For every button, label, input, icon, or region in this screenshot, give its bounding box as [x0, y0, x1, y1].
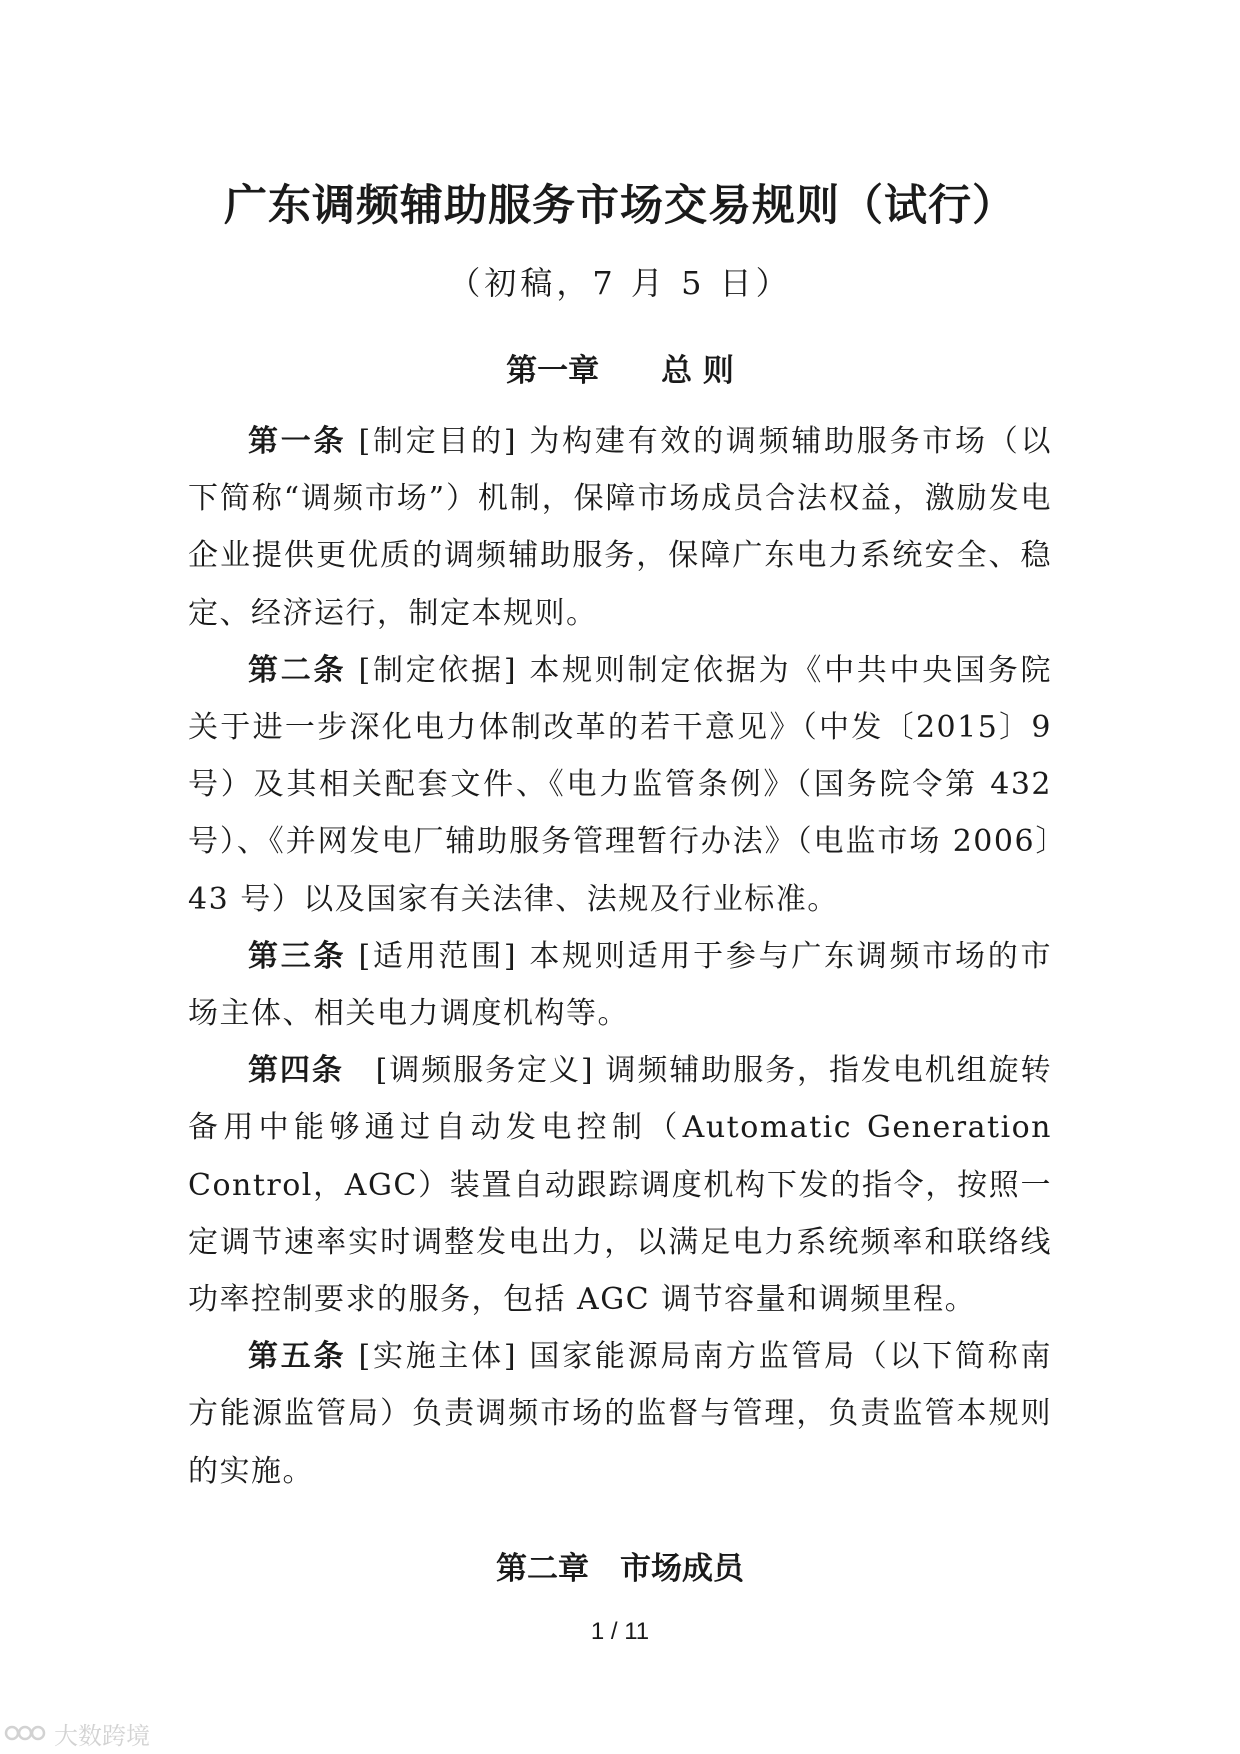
- article-5: [188, 1328, 1052, 1500]
- watermark-text: 大数跨境: [54, 1721, 150, 1750]
- article-heading: 第二条: [248, 652, 347, 688]
- watermark: [4, 1716, 150, 1750]
- article-text: [调频服务定义] 调频辅助服务，指发电机组旋转备用中能够通过自动发电控制（Automatic Generation Control，AGC）装置自动跟踪调度机构下发的指令，按照一定调节速率实时调整发电出力，以满足电力系统频率和联络线功率控制要求的服务，包括 AGC 调节容量和调频里程。: [188, 1053, 1052, 1318]
- article-text: [制定依据] 本规则制定依据为《中共中央国务院关于进一步深化电力体制改革的若干意见》（中发〔2015〕9 号）及其相关配套文件、《电力监管条例》（国务院令第 432 号）、《并网发电厂辅助服务管理暂行办法》（电监市场 2006〕43 号）以及国家有关法律、法规及行业标准。: [188, 652, 1053, 917]
- articles-body: [188, 413, 1052, 1500]
- document-subtitle: （初稿，7 月 5 日）: [448, 264, 792, 302]
- chapter-heading-2: 第二章 市场成员: [496, 1551, 744, 1587]
- article-heading: 第四条: [248, 1053, 344, 1089]
- article-1: [188, 413, 1052, 642]
- article-text: [适用范围] 本规则适用于参与广东调频市场的市场主体、相关电力调度机构等。: [188, 938, 1053, 1032]
- article-heading: 第一条: [248, 424, 347, 459]
- document-title: 广东调频辅助服务市场交易规则（试行）: [224, 181, 1016, 231]
- article-text: [实施主体] 国家能源局南方监管局（以下简称南方能源监管局）负责调频市场的监督与管理，负责监管本规则的实施。: [188, 1339, 1053, 1489]
- chapter-heading-1: 第一章 总 则: [506, 353, 734, 389]
- page-number: 1 / 11: [590, 1618, 650, 1645]
- article-text: [制定目的] 为构建有效的调频辅助服务市场（以下简称“调频市场”）机制，保障市场成员合法权益，激励发电企业提供更优质的调频辅助服务，保障广东电力系统安全、稳定、经济运行，制定本规则。: [188, 424, 1053, 631]
- article-heading: 第五条: [248, 1339, 347, 1375]
- article-3: [188, 928, 1052, 1042]
- article-heading: 第三条: [248, 938, 347, 974]
- watermark-logo-icon: [4, 1720, 48, 1746]
- article-4: [188, 1042, 1052, 1328]
- article-2: [188, 642, 1052, 928]
